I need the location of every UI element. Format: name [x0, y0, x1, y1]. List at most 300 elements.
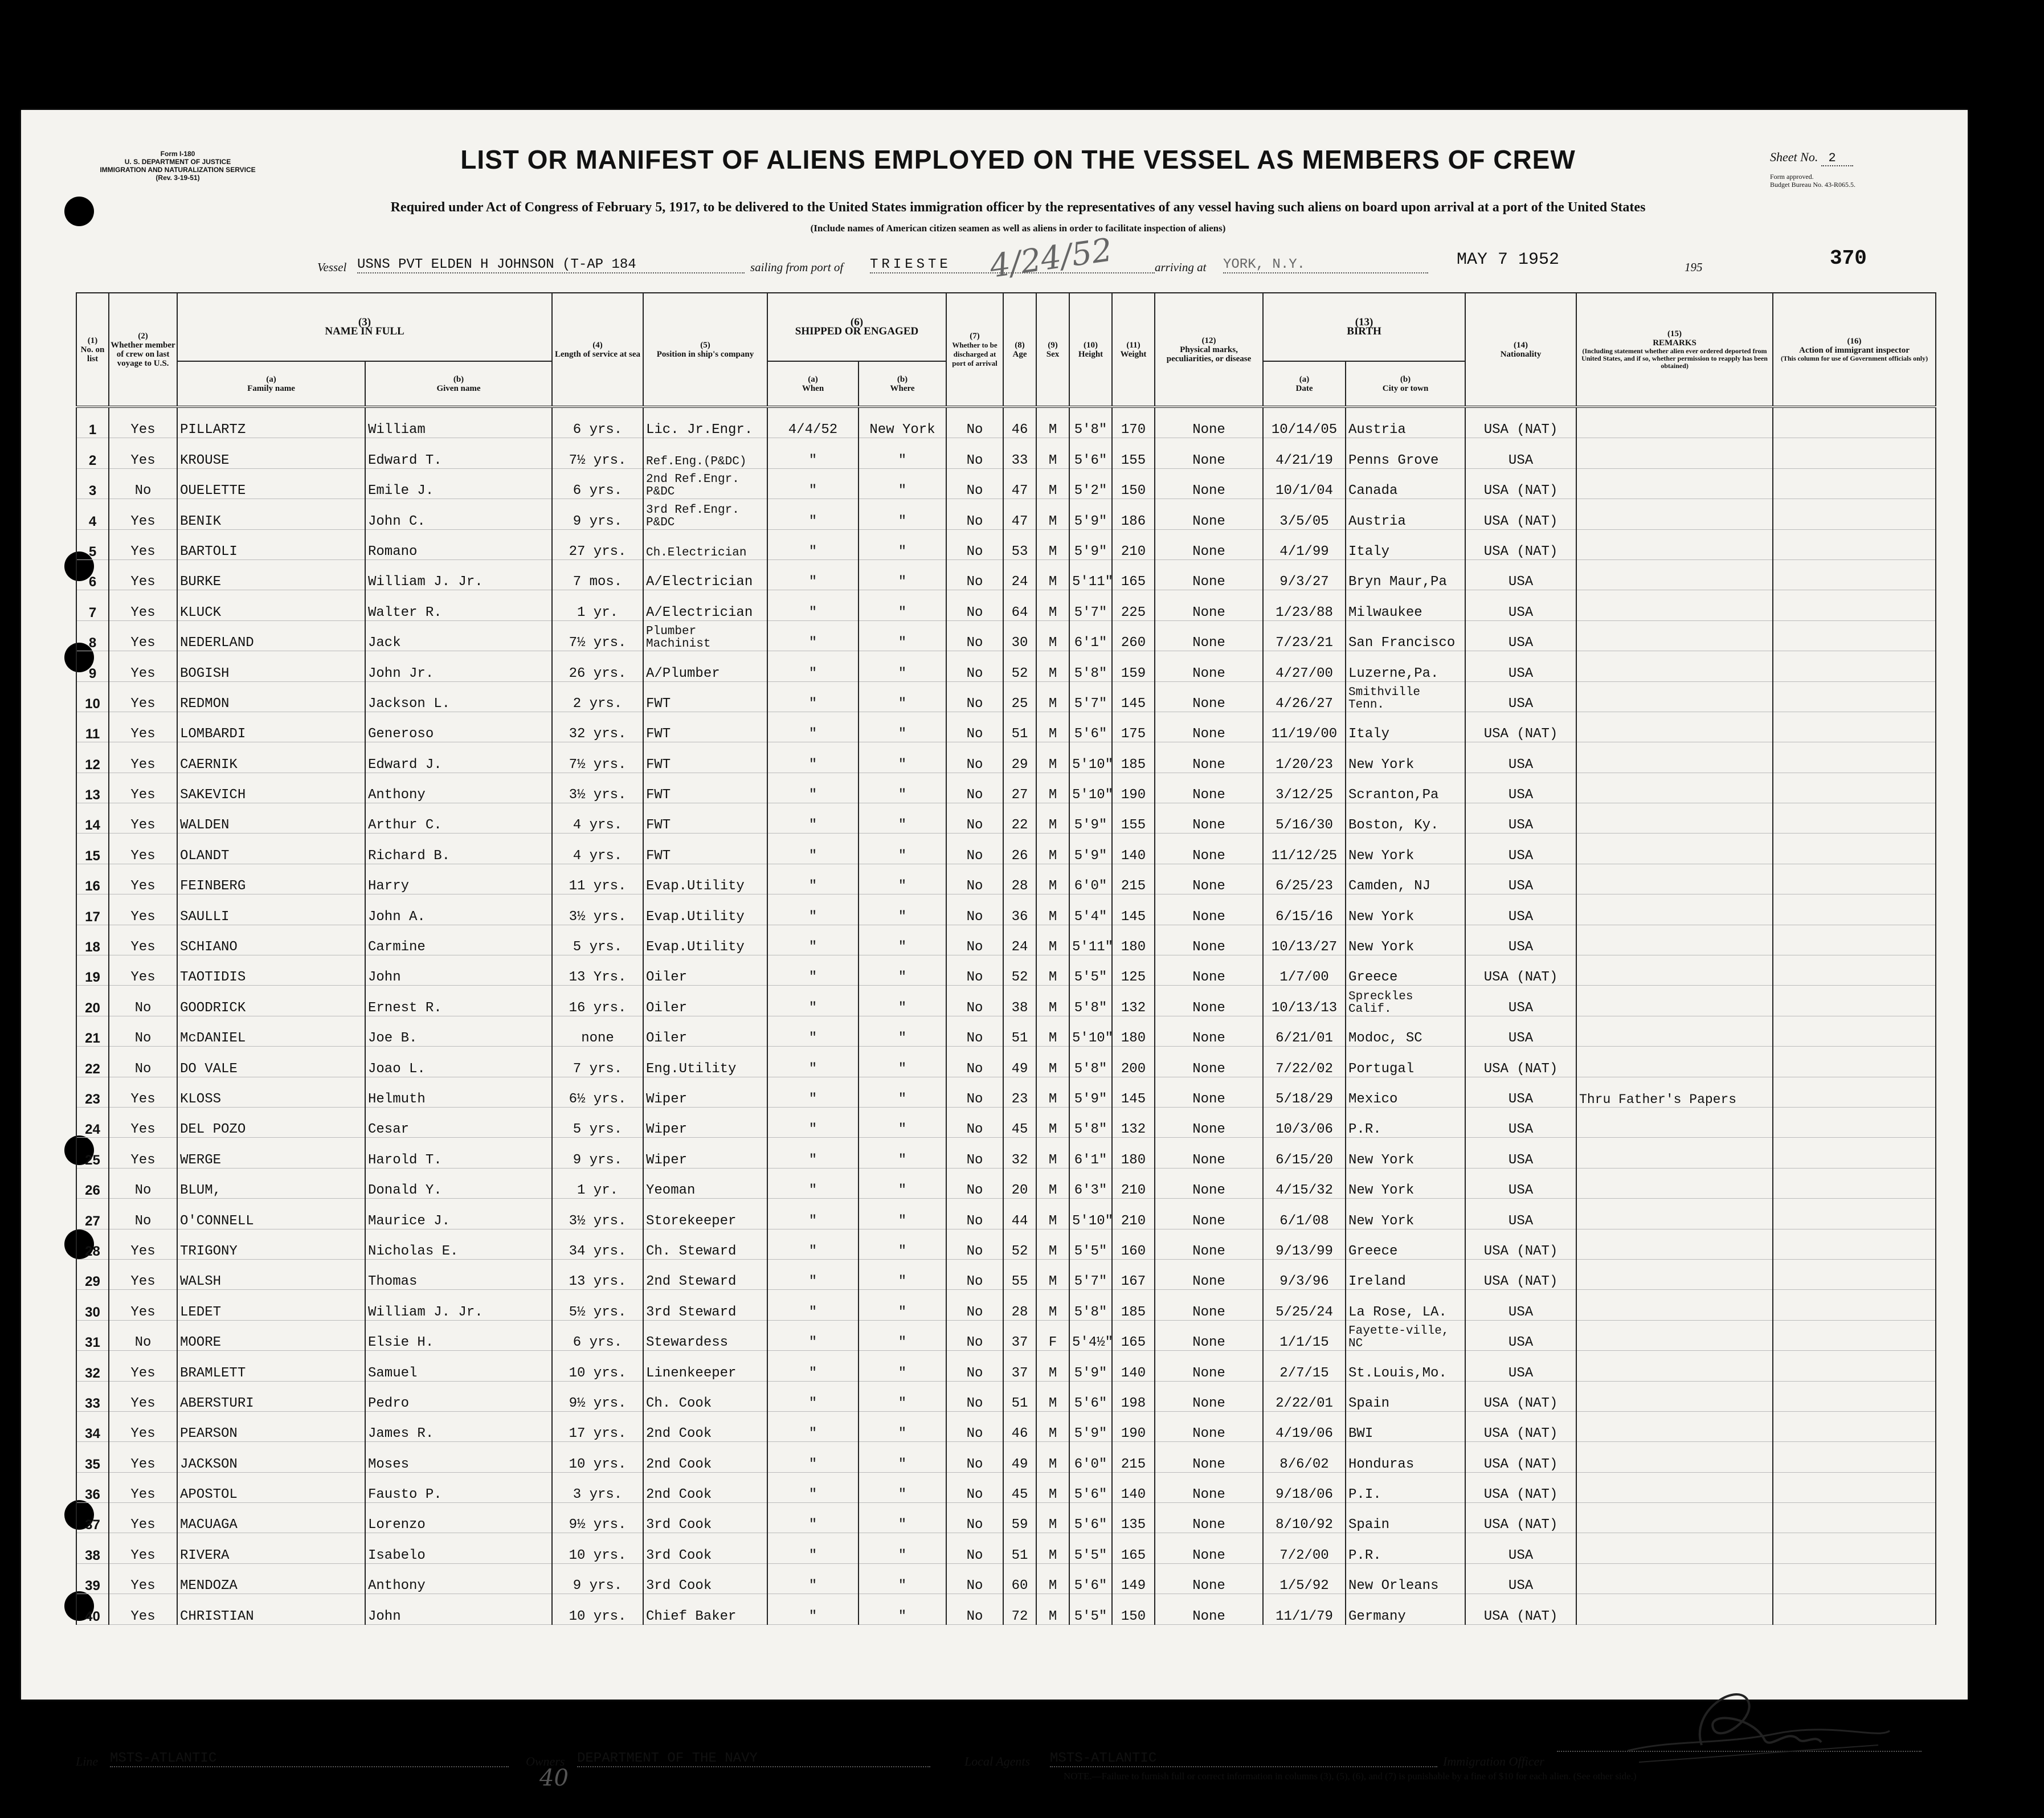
shipped-when: " [767, 1047, 859, 1077]
penalty-note: NOTE.—Failure to furnish full or correct information in columns (3), (5), (6), and (7) is punishable by a fine of $10 for each alien. (See other side.) [1064, 1771, 1637, 1782]
row-number: 7 [76, 590, 109, 620]
inspector-action [1773, 529, 1936, 559]
shipped-when: " [767, 1411, 859, 1441]
birth-city: New York [1346, 834, 1465, 864]
family-name: KLOSS [177, 1077, 365, 1107]
birth-date: 6/25/23 [1263, 864, 1346, 894]
weight: 165 [1112, 1533, 1155, 1563]
discharged: No [946, 1107, 1003, 1137]
sex: M [1036, 590, 1069, 620]
shipped-where: " [859, 1077, 946, 1107]
service-length: 27 yrs. [552, 529, 643, 559]
age: 59 [1003, 1503, 1036, 1533]
owners-value: DEPARTMENT OF THE NAVY [577, 1751, 930, 1767]
discharged: No [946, 438, 1003, 468]
service-name: IMMIGRATION AND NATURALIZATION SERVICE [100, 166, 256, 174]
position: Eng.Utility [643, 1047, 767, 1077]
row-number: 40 [76, 1594, 109, 1624]
given-name: John [365, 955, 552, 986]
age: 24 [1003, 925, 1036, 955]
table-row [76, 407, 1936, 438]
shipped-where: " [859, 1472, 946, 1502]
birth-date: 1/23/88 [1263, 590, 1346, 620]
shipped-when: " [767, 1107, 859, 1137]
position: Oiler [643, 1016, 767, 1046]
given-name: Nicholas E. [365, 1229, 552, 1259]
birth-date: 5/16/30 [1263, 803, 1346, 834]
family-name: BENIK [177, 499, 365, 529]
row-number: 25 [76, 1138, 109, 1168]
weight: 132 [1112, 1107, 1155, 1137]
family-name: SCHIANO [177, 925, 365, 955]
inspector-action [1773, 468, 1936, 499]
position: FWT [643, 834, 767, 864]
table-row [76, 986, 1936, 1016]
shipped-when: " [767, 1442, 859, 1472]
weight: 145 [1112, 1077, 1155, 1107]
birth-date: 4/26/27 [1263, 681, 1346, 712]
birth-city: New York [1346, 925, 1465, 955]
position: Oiler [643, 955, 767, 986]
family-name: TRIGONY [177, 1229, 365, 1259]
given-name: William [365, 407, 552, 438]
sex: M [1036, 1594, 1069, 1624]
family-name: O'CONNELL [177, 1199, 365, 1229]
remarks [1576, 681, 1773, 712]
row-number: 29 [76, 1259, 109, 1289]
birth-date: 3/12/25 [1263, 773, 1346, 803]
service-length: 3½ yrs. [552, 894, 643, 925]
table-row [76, 1199, 1936, 1229]
discharged: No [946, 1381, 1003, 1411]
table-body [76, 407, 1936, 1624]
remarks [1576, 1411, 1773, 1441]
shipped-when: " [767, 1351, 859, 1381]
table-row [76, 803, 1936, 834]
col-header-marks: (12) Physical marks, peculiarities, or disease [1155, 293, 1263, 407]
discharged: No [946, 1320, 1003, 1350]
last-voyage: Yes [109, 651, 177, 681]
discharged: No [946, 986, 1003, 1016]
physical-marks: None [1155, 438, 1263, 468]
sex: M [1036, 955, 1069, 986]
weight: 155 [1112, 803, 1155, 834]
shipped-when: " [767, 529, 859, 559]
nationality: USA (NAT) [1465, 407, 1576, 438]
birth-city: Fayette-ville, NC [1346, 1320, 1465, 1350]
agents-label: Local Agents [964, 1754, 1031, 1768]
given-name: Romano [365, 529, 552, 559]
shipped-when: " [767, 1320, 859, 1350]
vessel-name: USNS PVT ELDEN H JOHNSON (T-AP 184 [357, 257, 745, 273]
position: FWT [643, 681, 767, 712]
shipped-where: " [859, 499, 946, 529]
family-name: FEINBERG [177, 864, 365, 894]
remarks [1576, 1381, 1773, 1411]
nationality: USA [1465, 864, 1576, 894]
family-name: McDANIEL [177, 1016, 365, 1046]
given-name: Carmine [365, 925, 552, 955]
birth-date: 7/23/21 [1263, 620, 1346, 651]
physical-marks: None [1155, 712, 1263, 742]
remarks [1576, 1594, 1773, 1624]
row-number: 6 [76, 559, 109, 590]
birth-city: Germany [1346, 1594, 1465, 1624]
col-header-weight: (11) Weight [1112, 293, 1155, 407]
family-name: KROUSE [177, 438, 365, 468]
physical-marks: None [1155, 499, 1263, 529]
position: Lic. Jr.Engr. [643, 407, 767, 438]
nationality: USA [1465, 773, 1576, 803]
physical-marks: None [1155, 894, 1263, 925]
birth-date: 9/18/06 [1263, 1472, 1346, 1502]
officer-label: Immigration Officer [1443, 1754, 1544, 1768]
table-row [76, 1138, 1936, 1168]
service-length: 9 yrs. [552, 1138, 643, 1168]
inspector-action [1773, 986, 1936, 1016]
service-length: 7 mos. [552, 559, 643, 590]
discharged: No [946, 864, 1003, 894]
height: 5'6" [1069, 438, 1112, 468]
shipped-where: " [859, 681, 946, 712]
legal-requirement: Required under Act of Congress of February 5, 1917, to be delivered to the United States immigration officer by the representatives of any vessel having such aliens on board upon arrival at a port of the United States [390, 200, 1646, 215]
table-row [76, 773, 1936, 803]
last-voyage: No [109, 986, 177, 1016]
family-name: KLUCK [177, 590, 365, 620]
weight: 225 [1112, 590, 1155, 620]
budget-line: Budget Bureau No. 43-R065.5. [1770, 181, 1855, 189]
physical-marks: None [1155, 1320, 1263, 1350]
family-name: DEL POZO [177, 1107, 365, 1137]
weight: 180 [1112, 1138, 1155, 1168]
sex: M [1036, 1381, 1069, 1411]
physical-marks: None [1155, 529, 1263, 559]
given-name: Donald Y. [365, 1168, 552, 1198]
remarks [1576, 407, 1773, 438]
position: Stewardess [643, 1320, 767, 1350]
family-name: WALSH [177, 1259, 365, 1289]
birth-city: New York [1346, 1168, 1465, 1198]
birth-date: 10/13/27 [1263, 925, 1346, 955]
sex: M [1036, 773, 1069, 803]
service-length: 16 yrs. [552, 986, 643, 1016]
department: U. S. DEPARTMENT OF JUSTICE [124, 158, 231, 166]
inspector-action [1773, 834, 1936, 864]
birth-date: 1/5/92 [1263, 1563, 1346, 1594]
height: 5'6" [1069, 1381, 1112, 1411]
height: 5'9" [1069, 1411, 1112, 1441]
age: 51 [1003, 1381, 1036, 1411]
shipped-when: " [767, 499, 859, 529]
birth-city: New York [1346, 1138, 1465, 1168]
given-name: Emile J. [365, 468, 552, 499]
height: 5'7" [1069, 1259, 1112, 1289]
sex: M [1036, 407, 1069, 438]
given-name: William J. Jr. [365, 1290, 552, 1320]
last-voyage: Yes [109, 438, 177, 468]
discharged: No [946, 499, 1003, 529]
position: Linenkeeper [643, 1351, 767, 1381]
family-name: TAOTIDIS [177, 955, 365, 986]
height: 5'10" [1069, 773, 1112, 803]
given-name: Anthony [365, 773, 552, 803]
height: 5'8" [1069, 1290, 1112, 1320]
family-name: APOSTOL [177, 1472, 365, 1502]
age: 64 [1003, 590, 1036, 620]
remarks [1576, 1533, 1773, 1563]
weight: 132 [1112, 986, 1155, 1016]
position: FWT [643, 742, 767, 773]
birth-city: Italy [1346, 529, 1465, 559]
inspector-action [1773, 1168, 1936, 1198]
row-number: 18 [76, 925, 109, 955]
table-row [76, 742, 1936, 773]
birth-date: 6/15/20 [1263, 1138, 1346, 1168]
inspector-action [1773, 1442, 1936, 1472]
inspector-action [1773, 1290, 1936, 1320]
given-name: Cesar [365, 1107, 552, 1137]
given-name: Jack [365, 620, 552, 651]
age: 22 [1003, 803, 1036, 834]
table-row [76, 1411, 1936, 1441]
age: 45 [1003, 1107, 1036, 1137]
service-length: 7 yrs. [552, 1047, 643, 1077]
row-number: 28 [76, 1229, 109, 1259]
inspector-action [1773, 1077, 1936, 1107]
birth-city: New York [1346, 1199, 1465, 1229]
last-voyage: Yes [109, 1381, 177, 1411]
height: 5'7" [1069, 590, 1112, 620]
position: A/Electrician [643, 559, 767, 590]
service-length: 3 yrs. [552, 1472, 643, 1502]
sex: M [1036, 864, 1069, 894]
shipped-where: " [859, 559, 946, 590]
given-name: Joe B. [365, 1016, 552, 1046]
discharged: No [946, 1168, 1003, 1198]
shipped-where: " [859, 1320, 946, 1350]
discharged: No [946, 1138, 1003, 1168]
shipped-when: " [767, 1503, 859, 1533]
physical-marks: None [1155, 1047, 1263, 1077]
birth-city: Spain [1346, 1381, 1465, 1411]
row-number: 3 [76, 468, 109, 499]
service-length: 7½ yrs. [552, 438, 643, 468]
sailing-label: sailing from port of [750, 260, 844, 274]
inspector-action [1773, 1594, 1936, 1624]
discharged: No [946, 651, 1003, 681]
col-header-shipped: (6) SHIPPED OR ENGAGED [767, 293, 946, 361]
given-name: Thomas [365, 1259, 552, 1289]
height: 5'2" [1069, 468, 1112, 499]
last-voyage: Yes [109, 529, 177, 559]
row-number: 10 [76, 681, 109, 712]
birth-city: Greece [1346, 1229, 1465, 1259]
discharged: No [946, 407, 1003, 438]
birth-city: P.I. [1346, 1472, 1465, 1502]
service-length: none [552, 1016, 643, 1046]
last-voyage: Yes [109, 742, 177, 773]
table-row [76, 468, 1936, 499]
age: 29 [1003, 742, 1036, 773]
age: 52 [1003, 1229, 1036, 1259]
height: 6'0" [1069, 864, 1112, 894]
family-name: NEDERLAND [177, 620, 365, 651]
weight: 150 [1112, 1594, 1155, 1624]
birth-date: 5/25/24 [1263, 1290, 1346, 1320]
shipped-where: " [859, 834, 946, 864]
row-number: 1 [76, 407, 109, 438]
birth-date: 4/15/32 [1263, 1168, 1346, 1198]
given-name: Pedro [365, 1381, 552, 1411]
remarks [1576, 529, 1773, 559]
shipped-where: " [859, 1259, 946, 1289]
manifest-sheet [21, 110, 1968, 1791]
nationality: USA (NAT) [1465, 1442, 1576, 1472]
sex: M [1036, 1442, 1069, 1472]
last-voyage: Yes [109, 681, 177, 712]
weight: 125 [1112, 955, 1155, 986]
last-voyage: Yes [109, 620, 177, 651]
birth-date: 9/13/99 [1263, 1229, 1346, 1259]
physical-marks: None [1155, 590, 1263, 620]
position: 3rd Steward [643, 1290, 767, 1320]
last-voyage: No [109, 1199, 177, 1229]
birth-date: 10/3/06 [1263, 1107, 1346, 1137]
table-row [76, 955, 1936, 986]
discharged: No [946, 1077, 1003, 1107]
table-row [76, 499, 1936, 529]
age: 51 [1003, 1533, 1036, 1563]
last-voyage: No [109, 1047, 177, 1077]
service-length: 9 yrs. [552, 499, 643, 529]
birth-date: 9/3/96 [1263, 1259, 1346, 1289]
family-name: SAKEVICH [177, 773, 365, 803]
table-row [76, 1016, 1936, 1046]
family-name: ABERSTURI [177, 1381, 365, 1411]
birth-date: 11/1/79 [1263, 1594, 1346, 1624]
remarks [1576, 1442, 1773, 1472]
inspector-action [1773, 894, 1936, 925]
sex: M [1036, 1411, 1069, 1441]
owners-label: Owners [526, 1754, 565, 1768]
service-length: 2 yrs. [552, 681, 643, 712]
birth-city: Bryn Maur,Pa [1346, 559, 1465, 590]
last-voyage: Yes [109, 1503, 177, 1533]
last-voyage: Yes [109, 803, 177, 834]
nationality: USA [1465, 1016, 1576, 1046]
given-name: Isabelo [365, 1533, 552, 1563]
remarks [1576, 1351, 1773, 1381]
inspector-action [1773, 1563, 1936, 1594]
birth-city: P.R. [1346, 1107, 1465, 1137]
last-voyage: Yes [109, 407, 177, 438]
nationality: USA (NAT) [1465, 468, 1576, 499]
weight: 167 [1112, 1259, 1155, 1289]
inspector-action [1773, 864, 1936, 894]
last-voyage: No [109, 1168, 177, 1198]
budget-line: Form approved. [1770, 173, 1814, 181]
shipped-when: " [767, 1199, 859, 1229]
family-name: BURKE [177, 559, 365, 590]
crew-table [76, 292, 1936, 1625]
height: 5'8" [1069, 651, 1112, 681]
weight: 145 [1112, 681, 1155, 712]
physical-marks: None [1155, 1563, 1263, 1594]
birth-date: 3/5/05 [1263, 499, 1346, 529]
last-voyage: Yes [109, 499, 177, 529]
service-length: 9½ yrs. [552, 1503, 643, 1533]
row-number: 14 [76, 803, 109, 834]
shipped-when: " [767, 590, 859, 620]
nationality: USA (NAT) [1465, 499, 1576, 529]
inspector-action [1773, 1047, 1936, 1077]
shipped-where: " [859, 1016, 946, 1046]
physical-marks: None [1155, 559, 1263, 590]
service-length: 7½ yrs. [552, 620, 643, 651]
weight: 200 [1112, 1047, 1155, 1077]
remarks [1576, 1107, 1773, 1137]
inspector-action [1773, 499, 1936, 529]
sheet-label: Sheet No. [1770, 150, 1818, 164]
discharged: No [946, 620, 1003, 651]
birth-city: Spain [1346, 1503, 1465, 1533]
shipped-where: " [859, 955, 946, 986]
height: 5'5" [1069, 1533, 1112, 1563]
weight: 180 [1112, 1016, 1155, 1046]
table-row [76, 1533, 1936, 1563]
sex: M [1036, 986, 1069, 1016]
weight: 210 [1112, 1168, 1155, 1198]
birth-city: Scranton,Pa [1346, 773, 1465, 803]
inspector-action [1773, 1016, 1936, 1046]
height: 5'6" [1069, 712, 1112, 742]
col-header-no: (1) No. on list [76, 293, 109, 407]
family-name: LEDET [177, 1290, 365, 1320]
discharged: No [946, 529, 1003, 559]
nationality: USA [1465, 1320, 1576, 1350]
discharged: No [946, 1199, 1003, 1229]
weight: 185 [1112, 1290, 1155, 1320]
table-row [76, 620, 1936, 651]
sex: M [1036, 1107, 1069, 1137]
age: 30 [1003, 620, 1036, 651]
shipped-where: " [859, 1107, 946, 1137]
shipped-where: " [859, 1138, 946, 1168]
birth-date: 7/2/00 [1263, 1533, 1346, 1563]
birth-date: 11/19/00 [1263, 712, 1346, 742]
shipped-where: " [859, 1533, 946, 1563]
last-voyage: Yes [109, 1533, 177, 1563]
position: Storekeeper [643, 1199, 767, 1229]
family-name: LOMBARDI [177, 712, 365, 742]
physical-marks: None [1155, 1199, 1263, 1229]
position: Wiper [643, 1138, 767, 1168]
position: 2nd Steward [643, 1259, 767, 1289]
service-length: 1 yr. [552, 1168, 643, 1198]
age: 25 [1003, 681, 1036, 712]
family-name: BOGISH [177, 651, 365, 681]
position: A/Plumber [643, 651, 767, 681]
shipped-where: " [859, 1351, 946, 1381]
shipped-where: " [859, 712, 946, 742]
shipped-when: " [767, 1290, 859, 1320]
discharged: No [946, 955, 1003, 986]
nationality: USA [1465, 1290, 1576, 1320]
col-header-given: (b) Given name [365, 361, 552, 407]
given-name: John [365, 1594, 552, 1624]
sex: M [1036, 1290, 1069, 1320]
remarks [1576, 1047, 1773, 1077]
